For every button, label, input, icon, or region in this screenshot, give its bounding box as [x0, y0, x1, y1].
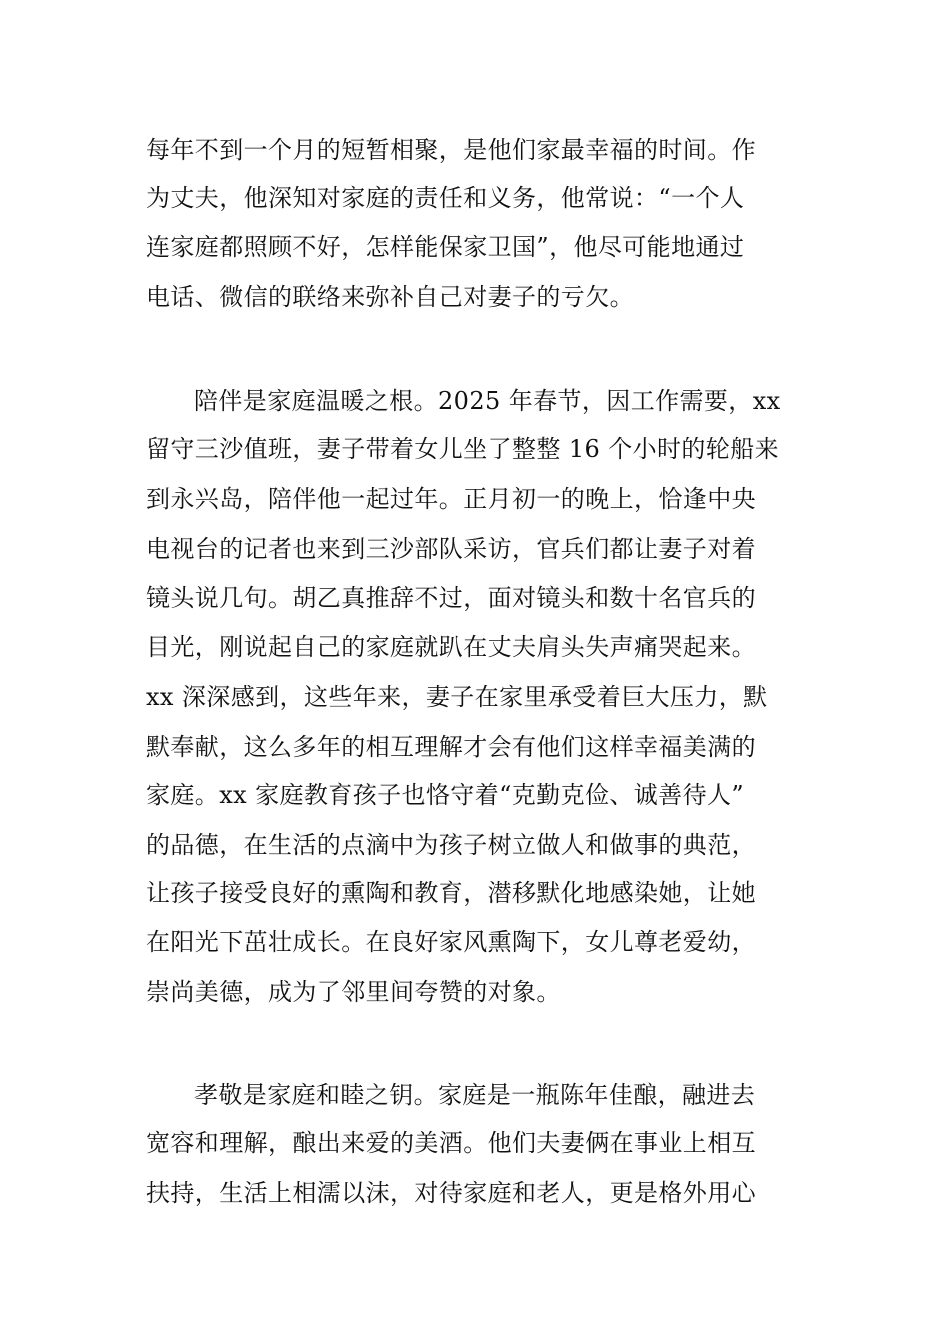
text-line: 镜头说几句。胡乙真推辞不过，面对镜头和数十名官兵的: [146, 584, 756, 612]
text-line: 目光，刚说起自己的家庭就趴在丈夫肩头失声痛哭起来。: [146, 633, 756, 661]
text-line: 在阳光下茁壮成长。在良好家风熏陶下，女儿尊老爱幼，: [146, 928, 756, 956]
text-line: 默奉献，这么多年的相互理解才会有他们这样幸福美满的: [146, 733, 756, 761]
text-line: 为丈夫，他深知对家庭的责任和义务，他常说：“一个人: [146, 184, 745, 212]
text-line: 宽容和理解，酿出来爱的美酒。他们夫妻俩在事业上相互: [146, 1129, 756, 1157]
text-line: 到永兴岛，陪伴他一起过年。正月初一的晚上，恰逢中央: [146, 485, 756, 513]
text-line: 留守三沙值班，妻子带着女儿坐了整整 16 个小时的轮船来: [146, 435, 779, 463]
text-line: 每年不到一个月的短暂相聚，是他们家最幸福的时间。作: [146, 136, 756, 164]
text-line: xx 深深感到，这些年来，妻子在家里承受着巨大压力，默: [146, 683, 768, 711]
text-line: 扶持，生活上相濡以沫，对待家庭和老人，更是格外用心: [146, 1179, 756, 1207]
text-line: 崇尚美德，成为了邻里间夸赞的对象。: [146, 978, 561, 1006]
text-line: 孝敬是家庭和睦之钥。家庭是一瓶陈年佳酿，融进去: [194, 1081, 756, 1109]
text-line: 连家庭都照顾不好，怎样能保家卫国”，他尽可能地通过: [146, 233, 745, 261]
text-line: 家庭。xx 家庭教育孩子也恪守着“克勤克俭、诚善待人”: [146, 781, 745, 809]
text-line: 的品德，在生活的点滴中为孩子树立做人和做事的典范，: [146, 831, 756, 859]
text-line: 电话、微信的联络来弥补自己对妻子的亏欠。: [146, 283, 634, 311]
text-line: 电视台的记者也来到三沙部队采访，官兵们都让妻子对着: [146, 535, 756, 563]
text-line: 让孩子接受良好的熏陶和教育，潜移默化地感染她，让她: [146, 879, 756, 907]
text-line: 陪伴是家庭温暖之根。2025 年春节，因工作需要，xx: [194, 387, 781, 415]
